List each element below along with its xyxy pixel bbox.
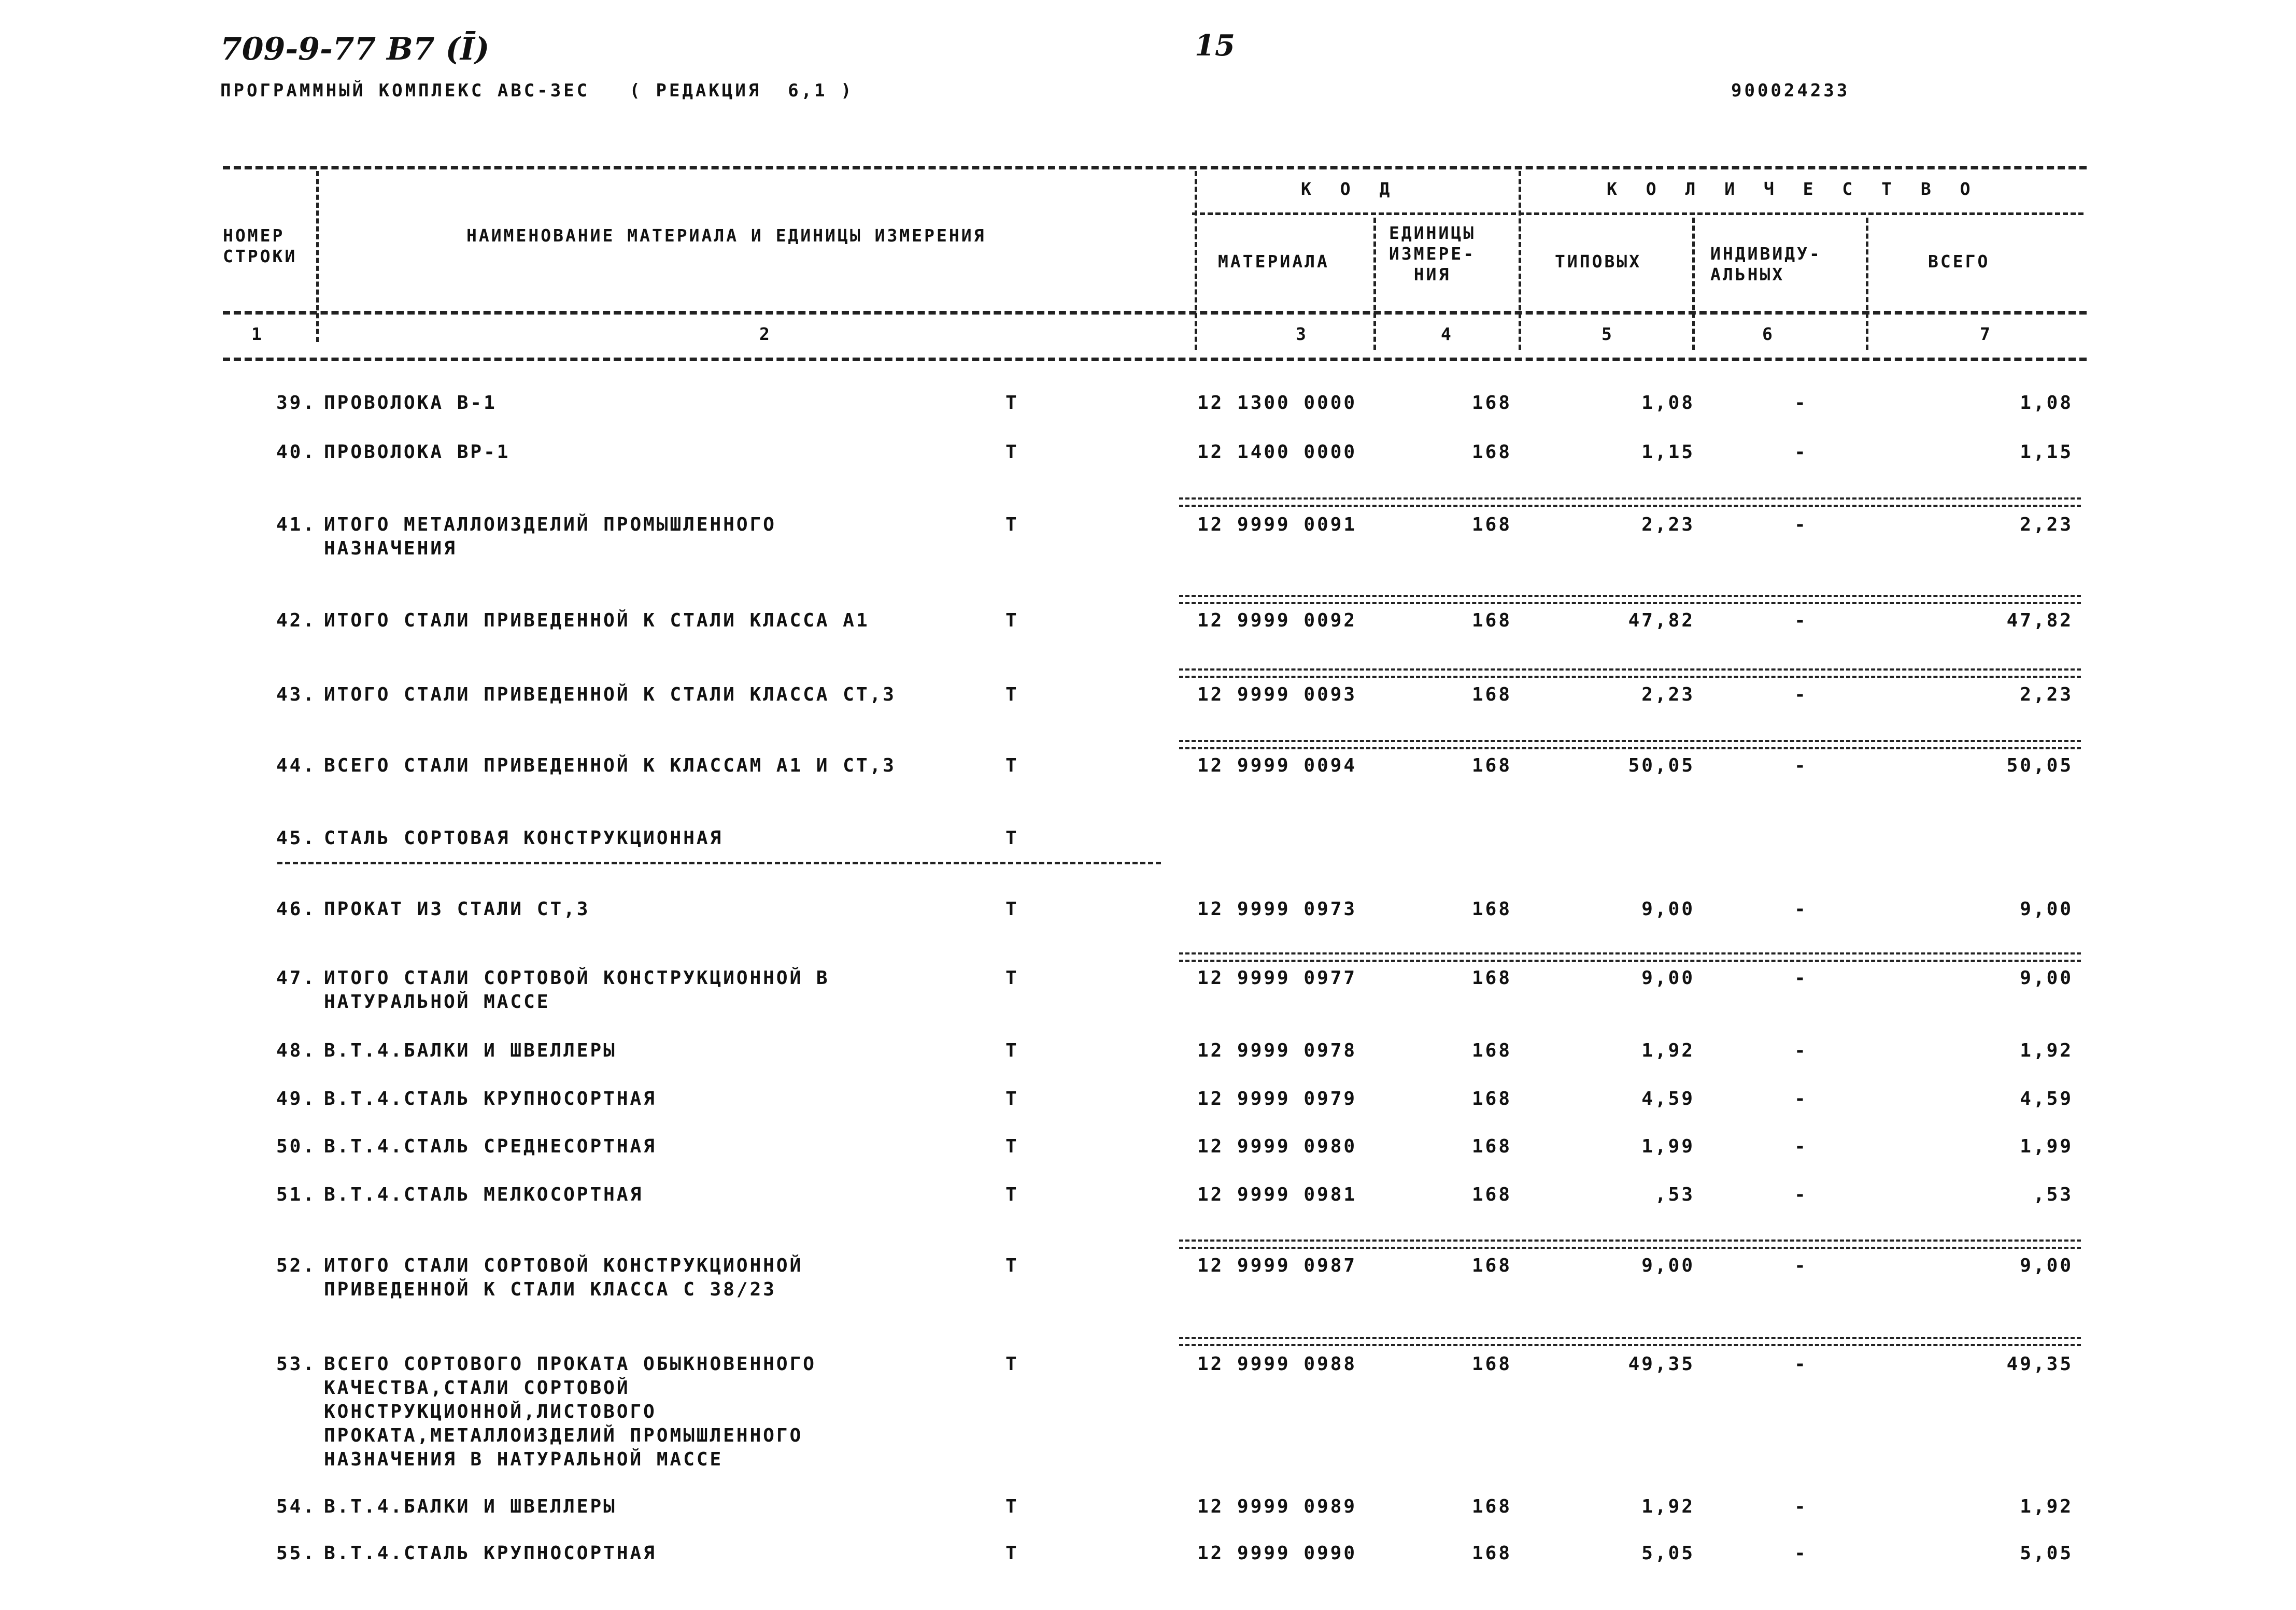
- section-underline: [277, 862, 1161, 864]
- material-name: В.Т.4.БАЛКИ И ШВЕЛЛЕРЫ: [324, 1040, 617, 1061]
- row-number: 49.: [276, 1088, 316, 1109]
- unit-label: Т: [1005, 828, 1019, 849]
- total-rule: [1179, 1337, 2081, 1346]
- row-number: 55.: [276, 1543, 316, 1564]
- material-code: 12 9999 0092: [1197, 610, 1357, 631]
- material-name: ИТОГО СТАЛИ ПРИВЕДЕННОЙ К СТАЛИ КЛАССА СТ,3: [324, 684, 896, 705]
- typical-quantity: 2,23: [1641, 684, 1695, 705]
- typical-quantity: 9,00: [1641, 967, 1695, 989]
- row-number: 39.: [276, 392, 316, 414]
- row-number: 45.: [276, 828, 316, 849]
- typical-quantity: 2,23: [1641, 514, 1695, 535]
- unit-code: 168: [1472, 514, 1512, 535]
- column-separator: [1692, 218, 1695, 350]
- row-number: 41.: [276, 514, 316, 535]
- typical-quantity: 50,05: [1628, 755, 1695, 776]
- unit-label: Т: [1005, 1040, 1019, 1061]
- material-code: 12 9999 0990: [1197, 1543, 1357, 1564]
- individual-quantity: -: [1794, 1496, 1808, 1517]
- typical-quantity: 47,82: [1628, 610, 1695, 631]
- individual-quantity: -: [1794, 684, 1808, 705]
- unit-code: 168: [1472, 1136, 1512, 1157]
- unit-code: 168: [1472, 1353, 1512, 1375]
- material-code: 12 1400 0000: [1197, 441, 1357, 463]
- material-code: 12 9999 0977: [1197, 967, 1357, 989]
- unit-code: 168: [1472, 755, 1512, 776]
- typical-quantity: 49,35: [1628, 1353, 1695, 1375]
- column-numbers-rule: [223, 358, 2087, 361]
- unit-code: 168: [1472, 899, 1512, 920]
- total-quantity: 9,00: [2020, 899, 2073, 920]
- column-number: 5: [1601, 324, 1614, 344]
- total-rule: [1179, 497, 2081, 507]
- unit-label: Т: [1005, 1353, 1019, 1375]
- unit-code: 168: [1472, 610, 1512, 631]
- header-material-code: МАТЕРИАЛА: [1218, 251, 1329, 272]
- material-name: ВСЕГО СТАЛИ ПРИВЕДЕННОЙ К КЛАССАМ А1 И СТ,3: [324, 755, 896, 776]
- material-code: 12 9999 0988: [1197, 1353, 1357, 1375]
- column-number: 7: [1980, 324, 1992, 344]
- typical-quantity: 9,00: [1641, 899, 1695, 920]
- total-rule: [1179, 740, 2081, 749]
- unit-label: Т: [1005, 1088, 1019, 1109]
- material-name: ПРОВОЛОКА ВР-1: [324, 441, 511, 463]
- column-separator: [316, 171, 319, 342]
- unit-code: 168: [1472, 1088, 1512, 1109]
- individual-quantity: -: [1794, 1088, 1808, 1109]
- page-number: 15: [1195, 29, 1235, 63]
- row-number: 50.: [276, 1136, 316, 1157]
- unit-code: 168: [1472, 1496, 1512, 1517]
- total-quantity: 1,92: [2020, 1496, 2073, 1517]
- total-quantity: 1,92: [2020, 1040, 2073, 1061]
- unit-label: Т: [1005, 610, 1019, 631]
- header-quantity-group: К О Л И Ч Е С Т В О: [1607, 179, 1980, 199]
- unit-label: Т: [1005, 1255, 1019, 1276]
- unit-code: 168: [1472, 441, 1512, 463]
- material-name: ИТОГО МЕТАЛЛОИЗДЕЛИЙ ПРОМЫШЛЕННОГО НАЗНАЧЕНИЯ: [324, 514, 776, 559]
- material-name: В.Т.4.СТАЛЬ СРЕДНЕСОРТНАЯ: [324, 1136, 657, 1157]
- typical-quantity: 1,92: [1641, 1496, 1695, 1517]
- material-name: В.Т.4.СТАЛЬ КРУПНОСОРТНАЯ: [324, 1543, 657, 1564]
- column-separator: [1195, 171, 1197, 350]
- unit-label: Т: [1005, 1136, 1019, 1157]
- total-rule: [1179, 595, 2081, 604]
- individual-quantity: -: [1794, 1184, 1808, 1205]
- unit-label: Т: [1005, 514, 1019, 535]
- row-number: 52.: [276, 1255, 316, 1276]
- material-code: 12 9999 0980: [1197, 1136, 1357, 1157]
- column-number: 3: [1296, 324, 1308, 344]
- header-material-name: НАИМЕНОВАНИЕ МАТЕРИАЛА И ЕДИНИЦЫ ИЗМЕРЕНИЯ: [466, 225, 986, 246]
- individual-quantity: -: [1794, 392, 1808, 414]
- unit-label: Т: [1005, 755, 1019, 776]
- unit-label: Т: [1005, 1543, 1019, 1564]
- row-number: 47.: [276, 967, 316, 989]
- typical-quantity: 5,05: [1641, 1543, 1695, 1564]
- row-number: 53.: [276, 1353, 316, 1375]
- individual-quantity: -: [1794, 610, 1808, 631]
- material-code: 12 9999 0981: [1197, 1184, 1357, 1205]
- code-subheader-rule: [1192, 212, 2084, 215]
- row-number: 40.: [276, 441, 316, 463]
- material-code: 12 9999 0094: [1197, 755, 1357, 776]
- header-divider-rule: [223, 311, 2087, 315]
- unit-label: Т: [1005, 392, 1019, 414]
- total-rule: [1179, 668, 2081, 678]
- material-name: СТАЛЬ СОРТОВАЯ КОНСТРУКЦИОННАЯ: [324, 828, 724, 849]
- typical-quantity: 1,15: [1641, 441, 1695, 463]
- material-name: В.Т.4.СТАЛЬ МЕЛКОСОРТНАЯ: [324, 1184, 644, 1205]
- unit-label: Т: [1005, 899, 1019, 920]
- document-code: 709-9-77 В7 (Ī): [220, 31, 490, 67]
- typical-quantity: 1,08: [1641, 392, 1695, 414]
- row-number: 42.: [276, 610, 316, 631]
- material-code: 12 9999 0989: [1197, 1496, 1357, 1517]
- total-quantity: 4,59: [2020, 1088, 2073, 1109]
- total-rule: [1179, 1239, 2081, 1249]
- material-code: 12 1300 0000: [1197, 392, 1357, 414]
- total-quantity: 2,23: [2020, 684, 2073, 705]
- row-number: 54.: [276, 1496, 316, 1517]
- total-quantity: 47,82: [2006, 610, 2073, 631]
- unit-label: Т: [1005, 1496, 1019, 1517]
- individual-quantity: -: [1794, 755, 1808, 776]
- row-number: 46.: [276, 899, 316, 920]
- material-name: В.Т.4.СТАЛЬ КРУПНОСОРТНАЯ: [324, 1088, 657, 1109]
- unit-code: 168: [1472, 967, 1512, 989]
- column-separator: [1519, 171, 1521, 350]
- total-quantity: 1,99: [2020, 1136, 2073, 1157]
- material-name: ПРОКАТ ИЗ СТАЛИ СТ,3: [324, 899, 590, 920]
- total-quantity: 2,23: [2020, 514, 2073, 535]
- header-code-group: К О Д: [1301, 179, 1399, 199]
- unit-label: Т: [1005, 684, 1019, 705]
- total-quantity: 5,05: [2020, 1543, 2073, 1564]
- typical-quantity: 9,00: [1641, 1255, 1695, 1276]
- individual-quantity: -: [1794, 1255, 1808, 1276]
- material-name: ВСЕГО СОРТОВОГО ПРОКАТА ОБЫКНОВЕННОГО КАЧЕСТВА,СТАЛИ СОРТОВОЙ КОНСТРУКЦИОННОЙ,ЛИСТОВОГО ПРОКАТА,МЕТАЛЛОИЗДЕЛИЙ ПРОМЫШЛЕННОГО НАЗНАЧЕНИЯ В НАТУРАЛЬНОЙ МАССЕ: [324, 1353, 816, 1470]
- row-number: 44.: [276, 755, 316, 776]
- typical-quantity: 1,99: [1641, 1136, 1695, 1157]
- individual-quantity: -: [1794, 514, 1808, 535]
- total-rule: [1179, 952, 2081, 962]
- material-name: ИТОГО СТАЛИ ПРИВЕДЕННОЙ К СТАЛИ КЛАССА А1: [324, 610, 870, 631]
- header-unit-code: ЕДИНИЦЫ ИЗМЕРЕ- НИЯ: [1389, 223, 1476, 284]
- material-code: 12 9999 0987: [1197, 1255, 1357, 1276]
- software-line: ПРОГРАММНЫЙ КОМПЛЕКС АВС-3ЕС ( РЕДАКЦИЯ 6,1 ): [220, 80, 854, 101]
- typical-quantity: ,53: [1654, 1184, 1695, 1205]
- material-name: ПРОВОЛОКА В-1: [324, 392, 497, 414]
- total-quantity: 9,00: [2020, 1255, 2073, 1276]
- typical-quantity: 4,59: [1641, 1088, 1695, 1109]
- total-quantity: ,53: [2033, 1184, 2073, 1205]
- material-name: ИТОГО СТАЛИ СОРТОВОЙ КОНСТРУКЦИОННОЙ В НАТУРАЛЬНОЙ МАССЕ: [324, 967, 830, 1013]
- table-top-rule: [223, 166, 2087, 169]
- individual-quantity: -: [1794, 1040, 1808, 1061]
- material-code: 12 9999 0091: [1197, 514, 1357, 535]
- unit-code: 168: [1472, 392, 1512, 414]
- row-number: 51.: [276, 1184, 316, 1205]
- total-quantity: 9,00: [2020, 967, 2073, 989]
- header-individual: ИНДИВИДУ- АЛЬНЫХ: [1710, 244, 1822, 284]
- material-code: 12 9999 0973: [1197, 899, 1357, 920]
- material-name: В.Т.4.БАЛКИ И ШВЕЛЛЕРЫ: [324, 1496, 617, 1517]
- header-row-number: НОМЕР СТРОКИ: [223, 225, 297, 266]
- total-quantity: 49,35: [2006, 1353, 2073, 1375]
- row-number: 43.: [276, 684, 316, 705]
- individual-quantity: -: [1794, 899, 1808, 920]
- unit-label: Т: [1005, 967, 1019, 989]
- unit-code: 168: [1472, 1543, 1512, 1564]
- header-typical: ТИПОВЫХ: [1555, 251, 1642, 272]
- column-number: 4: [1441, 324, 1453, 344]
- individual-quantity: -: [1794, 1543, 1808, 1564]
- material-name: ИТОГО СТАЛИ СОРТОВОЙ КОНСТРУКЦИОННОЙ ПРИВЕДЕННОЙ К СТАЛИ КЛАССА С 38/23: [324, 1255, 803, 1300]
- column-number: 6: [1762, 324, 1775, 344]
- unit-code: 168: [1472, 684, 1512, 705]
- individual-quantity: -: [1794, 1353, 1808, 1375]
- material-code: 12 9999 0978: [1197, 1040, 1357, 1061]
- individual-quantity: -: [1794, 967, 1808, 989]
- total-quantity: 50,05: [2006, 755, 2073, 776]
- column-number: 2: [759, 324, 772, 344]
- column-number: 1: [251, 324, 264, 344]
- unit-label: Т: [1005, 1184, 1019, 1205]
- typical-quantity: 1,92: [1641, 1040, 1695, 1061]
- column-separator: [1866, 218, 1868, 350]
- total-quantity: 1,08: [2020, 392, 2073, 414]
- individual-quantity: -: [1794, 1136, 1808, 1157]
- unit-code: 168: [1472, 1040, 1512, 1061]
- unit-label: Т: [1005, 441, 1019, 463]
- material-code: 12 9999 0093: [1197, 684, 1357, 705]
- material-code: 12 9999 0979: [1197, 1088, 1357, 1109]
- unit-code: 168: [1472, 1184, 1512, 1205]
- header-total: ВСЕГО: [1928, 251, 1990, 272]
- column-separator: [1373, 218, 1376, 350]
- individual-quantity: -: [1794, 441, 1808, 463]
- total-quantity: 1,15: [2020, 441, 2073, 463]
- row-number: 48.: [276, 1040, 316, 1061]
- unit-code: 168: [1472, 1255, 1512, 1276]
- document-id: 900024233: [1731, 80, 1850, 101]
